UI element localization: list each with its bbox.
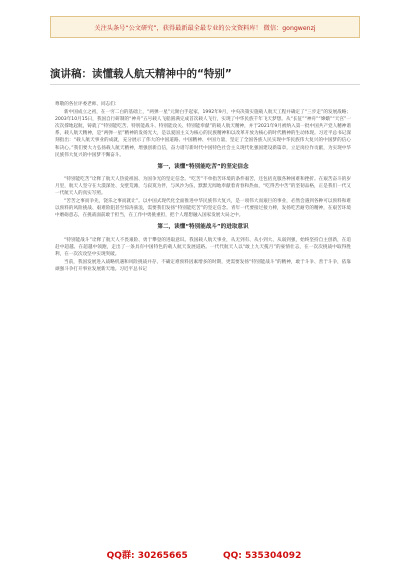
body-paragraph: “特别能吃苦”诠释了航天人热爱祖国、为国争光的坚定信念。“吃苦”不单指苦环境的条件艰苦，还包括克服各种困难和挫折。在艰苦奋斗的岁月里，航天人坚守在大漠深处、戈壁荒滩，与寂寞为伴，与风沙为伍，默默无闻地奉献着青春和热血，“吃得苦中苦”的坚韧品格，正是我们一代又一代航天人的真实写照。 (55, 176, 351, 197)
salutation: 尊敬的各位评委老师、同志们： (55, 102, 120, 107)
body-paragraph: 当前，我国发展进入战略机遇和风险挑战并存、不确定难预料因素增多的时期，更需要发扬“特别能战斗”的精神，敢于斗争、善于斗争，依靠顽强斗争打开事业发展新天地。习近平总书记 (55, 259, 351, 272)
contact-footer (0, 548, 408, 561)
section-heading: 第二，读懂“特别能战斗”的进取意识 (157, 224, 249, 231)
section-heading: 第一，读懂“特别能吃苦”的坚定信念 (157, 163, 249, 170)
title-divider (50, 84, 360, 85)
qq-group-text: QQ群: 30265665 (106, 551, 188, 561)
promo-banner (50, 16, 360, 38)
body-paragraph: “特别能战斗”诠释了航天人不畏艰险、勇于攀登的进取意识。我国载人航天事业，从无到有、从小到大、从弱到强，始终坚持自主创新，在追赶中超越、在超越中领跑，走出了一条具有中国特色的载人航天发展道路。一代代航天人以“敢上九天揽月”的豪情壮志，在一次次挑战中取得胜利，在一次次攻坚中实现突破。 (55, 237, 351, 257)
document-body (55, 101, 351, 274)
body-paragraph: “苦苦之事而争先，饶乐之事而就让”。以中国式现代化全面推进中华民族伟大复兴，是一项伟大而艰巨的事业，必然会遇到各种可以预料和难以预料的风险挑战、艰难险阻甚至惊涛骇浪，需要我们发扬“特别能吃苦”的坚定信念。青年一代要接过接力棒，发扬吃苦耐劳的精神，在艰苦环境中磨砺意志，在挑战面前敢于担当，在工作中勇挑重担，把个人理想融入国家发展大局之中。 (55, 199, 351, 219)
intro-paragraph: 新中国成立之初，在一穷二白的基础上，“两弹一星”元勋白手起家，1992年9月，中央决策实施载人航天工程并确定了“三步走”的发展战略；2003年10月15日，我国自行研制的“神舟”五号载人飞船圆满完成首次载人飞行，实现了中华民族千年飞天梦想。从“长征”“神舟”“嫦娥”“天宫”一次次撑地起航，铸就了“特别能吃苦、特别能战斗、特别能攻关、特别能奉献”的载人航天精神，并于2021年9月被纳入第一批中国共产党人精神谱系，载人航天精神，是“两弹一星”精神的发扬光大，是以爱国主义为核心的民族精神和以改革开放为核心的时代精神的生动体现。习近平总书记深刻指出：“载人航天事业的成就，充分展示了伟大的中国道路、中国精神、中国力量，坚定了全国各族人民实现中华民族伟大复兴的中国梦的信心和决心。”我们要大力弘扬载人航天精神，增强创新自信，奋力谱写新时代中国特色社会主义现代化强国建设新篇章，立足岗位作贡献，为实现中华民族伟大复兴的中国梦不懈奋斗。 (55, 110, 351, 158)
document-title: 演讲稿：读懂载人航天精神中的“特别” (50, 68, 232, 80)
banner-text: 关注头条号“公文研究”，获得最新最全最专业的公文资料库！ 微信：gongwenzj (94, 24, 316, 32)
qq-text: QQ: 535304092 (222, 551, 302, 561)
